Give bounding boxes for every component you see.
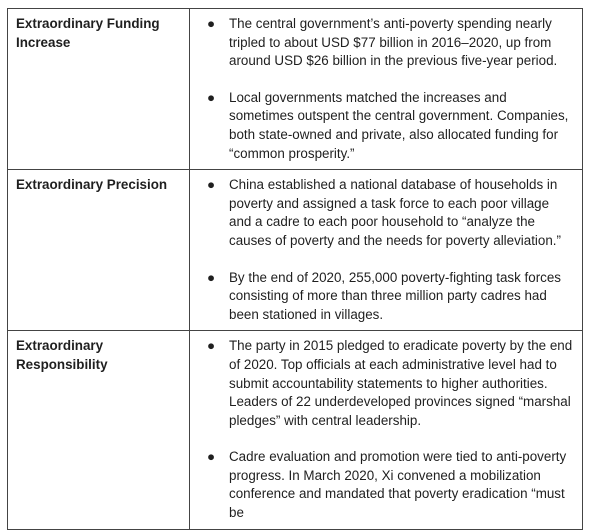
table-row <box>8 9 583 170</box>
list-item <box>198 269 574 325</box>
list-item <box>198 89 574 163</box>
list-item <box>198 448 574 522</box>
bullet-text: Cadre evaluation and promotion were tied to anti-poverty progress. In March 2020, Xi convened a mobilization conference and mandated that poverty eradication “must be <box>229 449 567 521</box>
bullet-text: The party in 2015 pledged to eradicate poverty by the end of 2020. Top officials at each administrative level had to submit accountability statements to higher authorities. Leaders of 22 underdeveloped provinces signed “marshal pledges” with central leadership. <box>229 338 573 428</box>
row-content <box>190 331 583 529</box>
table-row <box>8 170 583 331</box>
bullet-list <box>198 15 574 163</box>
bullet-list <box>198 337 574 522</box>
row-label: Extraordinary Responsibility <box>8 331 190 529</box>
bullet-icon: ● <box>207 16 216 31</box>
bullet-text: Local governments matched the increases and sometimes outspent the central government. Companies, both state-owned and private, also allocated funding for “common prosperity.” <box>229 89 569 161</box>
bullet-icon: ● <box>207 338 216 354</box>
bullet-text: By the end of 2020, 255,000 poverty-fighting task forces consisting of more than three million party cadres had been stationed in villages. <box>229 269 562 322</box>
list-item <box>198 15 574 71</box>
bullet-icon: ● <box>207 449 216 465</box>
bullet-list <box>198 176 574 324</box>
list-item <box>198 176 574 250</box>
bullet-text: The central government’s anti-poverty spending nearly tripled to about USD $77 billion in 2016–2020, up from around USD $26 billion in the previous five-year period. <box>229 16 558 69</box>
row-content <box>190 170 583 331</box>
table-row <box>8 331 583 529</box>
row-content <box>190 9 583 170</box>
row-label: Extraordinary Funding Increase <box>8 9 190 170</box>
row-label: Extraordinary Precision <box>8 170 190 331</box>
bullet-icon: ● <box>207 177 216 193</box>
policy-table <box>7 8 583 530</box>
bullet-icon: ● <box>207 269 216 285</box>
list-item <box>198 337 574 430</box>
bullet-icon: ● <box>207 89 216 105</box>
bullet-text: China established a national database of households in poverty and assigned a task force to each poor village and a cadre to each poor household to “analyze the causes of poverty and the needs for poverty alleviation.” <box>229 177 561 248</box>
